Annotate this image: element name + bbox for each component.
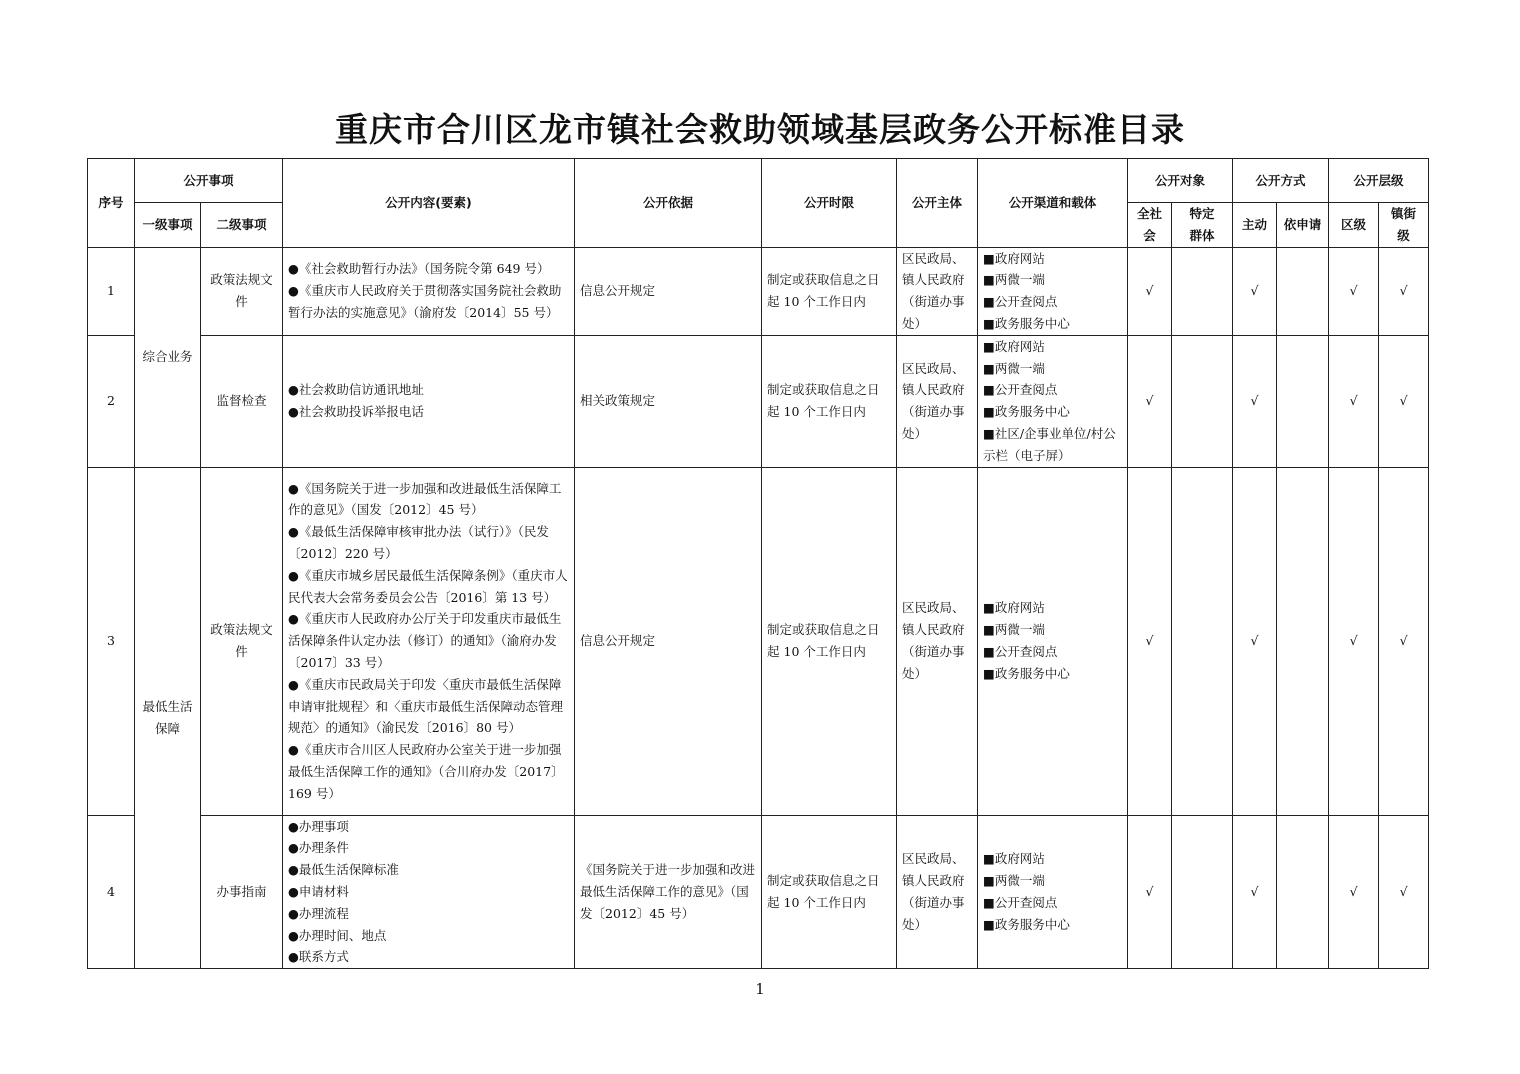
row-district: √ — [1329, 467, 1379, 815]
header-seq: 序号 — [88, 159, 135, 248]
row-active: √ — [1233, 335, 1277, 467]
header-target-specific: 特定 群体 — [1172, 203, 1233, 248]
row-seq: 1 — [88, 247, 135, 335]
header-channel: 公开渠道和载体 — [978, 159, 1128, 248]
row-level2: 政策法规文件 — [201, 467, 283, 815]
row-seq: 2 — [88, 335, 135, 467]
header-method-request: 依申请 — [1277, 203, 1329, 248]
row-content: ●《社会救助暂行办法》（国务院令第 649 号） ●《重庆市人民政府关于贯彻落实国务院社会救助暂行办法的实施意见》（渝府发〔2014〕55 号） — [283, 247, 575, 335]
row-all-society: √ — [1128, 335, 1172, 467]
row-channels: ■政府网站 ■两微一端 ■公开查阅点 ■政务服务中心 — [978, 467, 1128, 815]
row-content: ●《国务院关于进一步加强和改进最低生活保障工作的意见》（国发〔2012〕45 号） ●《最低生活保障审核审批办法（试行）》（民发〔2012〕220 号） ●《重庆市城乡居民最低生活保障条例》（重庆市人民代表大会常务委员会公告〔2016〕第 13 号） ●《重庆市人民政府办公厅关于印发重庆市最低生活保障条件认定办法（修订）的通知》（渝府办发〔2017〕33 号） ●《重庆市民政局关于印发〈重庆市最低生活保障申请审批规程〉和〈重庆市最低生活保障动态管理规范〉的通知》（渝民发〔2016〕80 号） ●《重庆市合川区人民政府办公室关于进一步加强最低生活保障工作的通知》（合川府办发〔2017〕169 号） — [283, 467, 575, 815]
row-on-request — [1277, 247, 1329, 335]
row-seq: 3 — [88, 467, 135, 815]
header-basis: 公开依据 — [575, 159, 762, 248]
row-subject: 区民政局、镇人民政府（街道办事处） — [897, 335, 978, 467]
table-row — [88, 815, 1429, 969]
group-level1-cell: 综合业务 — [135, 247, 201, 467]
header-target-all: 全社 会 — [1128, 203, 1172, 248]
row-time-limit: 制定或获取信息之日起 10 个工作日内 — [762, 467, 897, 815]
header-level-town: 镇街 级 — [1379, 203, 1429, 248]
table-row — [88, 335, 1429, 467]
row-time-limit: 制定或获取信息之日起 10 个工作日内 — [762, 247, 897, 335]
row-basis: 信息公开规定 — [575, 247, 762, 335]
table-row — [88, 247, 1429, 335]
row-district: √ — [1329, 335, 1379, 467]
row-district: √ — [1329, 815, 1379, 969]
row-basis: 《国务院关于进一步加强和改进最低生活保障工作的意见》（国发〔2012〕45 号） — [575, 815, 762, 969]
row-active: √ — [1233, 815, 1277, 969]
row-specific-group — [1172, 815, 1233, 969]
row-active: √ — [1233, 467, 1277, 815]
table-row — [88, 467, 1429, 815]
row-on-request — [1277, 335, 1329, 467]
header-level: 公开层级 — [1329, 159, 1429, 203]
row-specific-group — [1172, 247, 1233, 335]
row-subject: 区民政局、镇人民政府（街道办事处） — [897, 467, 978, 815]
row-channels: ■政府网站 ■两微一端 ■公开查阅点 ■政务服务中心 — [978, 247, 1128, 335]
row-channels: ■政府网站 ■两微一端 ■公开查阅点 ■政务服务中心 — [978, 815, 1128, 969]
row-specific-group — [1172, 335, 1233, 467]
row-town: √ — [1379, 335, 1429, 467]
row-basis: 相关政策规定 — [575, 335, 762, 467]
header-subject: 公开主体 — [897, 159, 978, 248]
row-content: ●社会救助信访通讯地址 ●社会救助投诉举报电话 — [283, 335, 575, 467]
row-on-request — [1277, 815, 1329, 969]
header-level-district: 区级 — [1329, 203, 1379, 248]
row-seq: 4 — [88, 815, 135, 969]
row-active: √ — [1233, 247, 1277, 335]
row-district: √ — [1329, 247, 1379, 335]
header-method-active: 主动 — [1233, 203, 1277, 248]
row-level2: 政策法规文件 — [201, 247, 283, 335]
header-method: 公开方式 — [1233, 159, 1329, 203]
row-all-society: √ — [1128, 467, 1172, 815]
row-content: ●办理事项 ●办理条件 ●最低生活保障标准 ●申请材料 ●办理流程 ●办理时间、地点 ●联系方式 — [283, 815, 575, 969]
row-all-society: √ — [1128, 247, 1172, 335]
document-title: 重庆市合川区龙市镇社会救助领域基层政务公开标准目录 — [335, 110, 1185, 149]
row-channels: ■政府网站 ■两微一端 ■公开查阅点 ■政务服务中心 ■社区/企事业单位/村公示栏（电子屏） — [978, 335, 1128, 467]
row-time-limit: 制定或获取信息之日起 10 个工作日内 — [762, 335, 897, 467]
row-time-limit: 制定或获取信息之日起 10 个工作日内 — [762, 815, 897, 969]
header-time-limit: 公开时限 — [762, 159, 897, 248]
row-on-request — [1277, 467, 1329, 815]
row-level2: 办事指南 — [201, 815, 283, 969]
row-town: √ — [1379, 467, 1429, 815]
catalog-table — [87, 158, 1429, 969]
row-all-society: √ — [1128, 815, 1172, 969]
header-level2: 二级事项 — [201, 203, 283, 248]
header-target: 公开对象 — [1128, 159, 1233, 203]
header-matter: 公开事项 — [135, 159, 283, 203]
row-subject: 区民政局、镇人民政府（街道办事处） — [897, 815, 978, 969]
page-number: 1 — [755, 980, 765, 998]
row-specific-group — [1172, 467, 1233, 815]
row-subject: 区民政局、镇人民政府（街道办事处） — [897, 247, 978, 335]
row-town: √ — [1379, 815, 1429, 969]
header-content: 公开内容(要素) — [283, 159, 575, 248]
row-basis: 信息公开规定 — [575, 467, 762, 815]
group-level1-cell: 最低生活保障 — [135, 467, 201, 969]
row-level2: 监督检查 — [201, 335, 283, 467]
row-town: √ — [1379, 247, 1429, 335]
header-level1: 一级事项 — [135, 203, 201, 248]
